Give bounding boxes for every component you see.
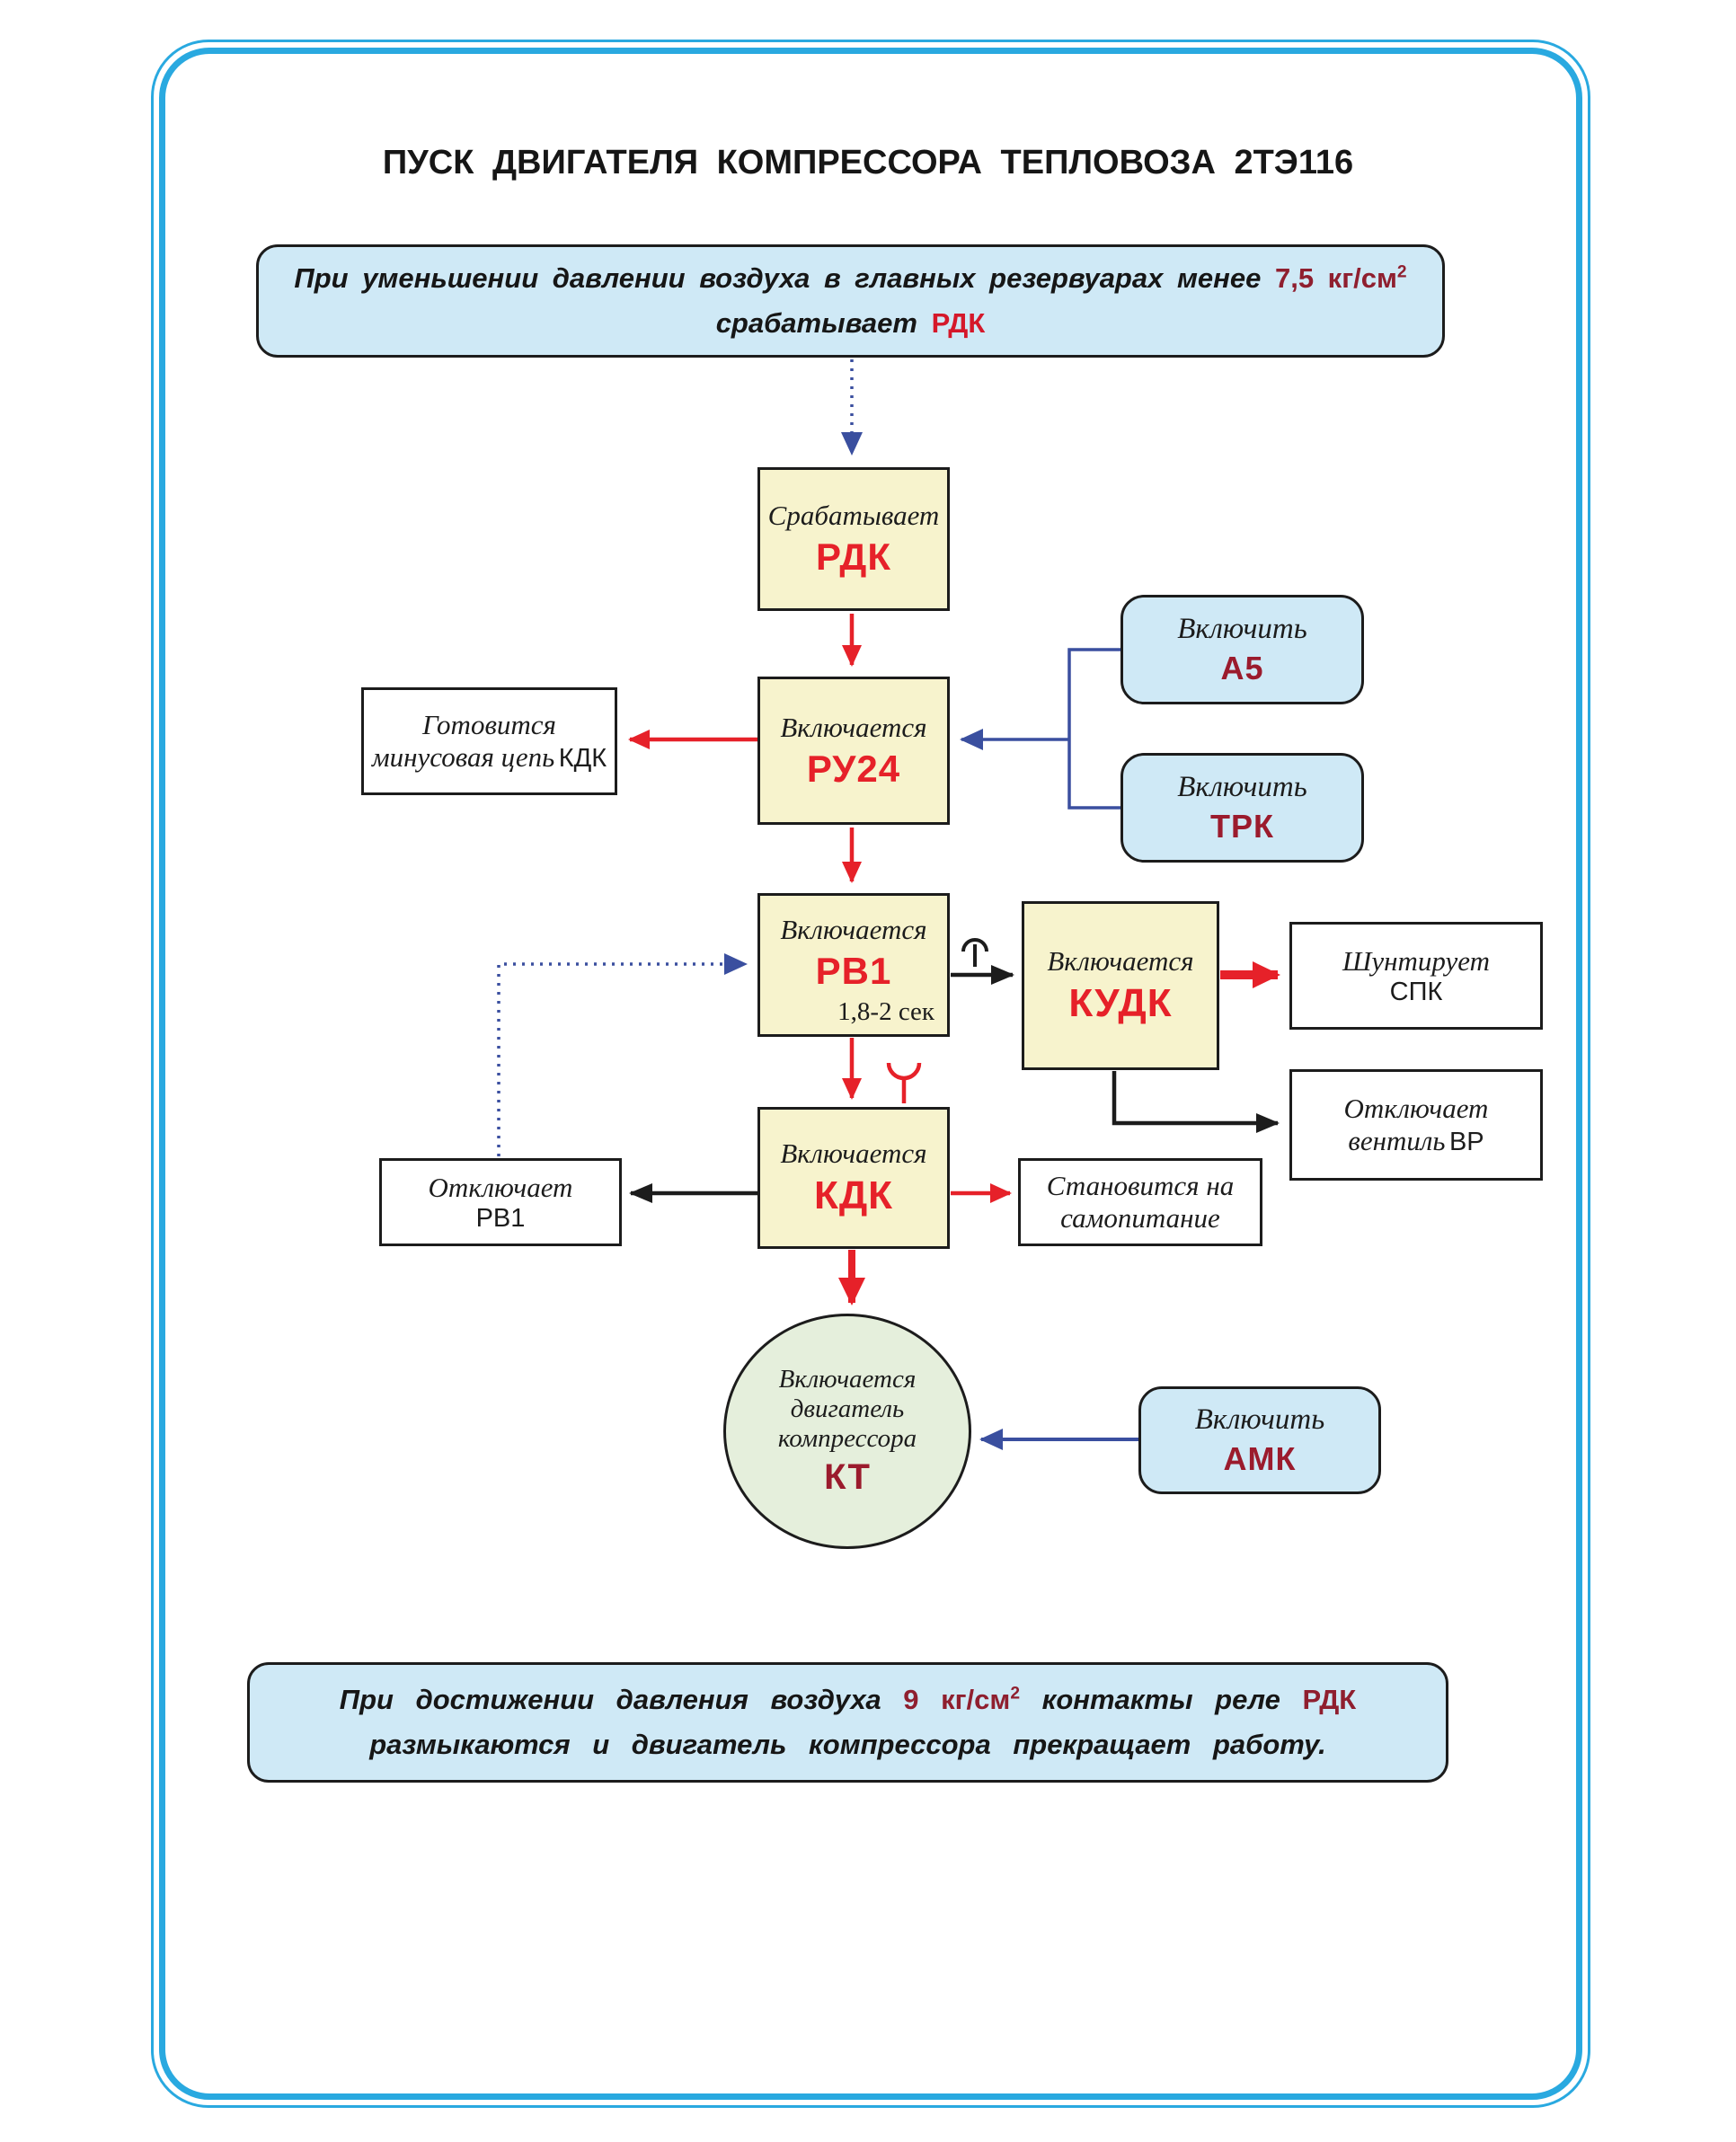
- node-vr-line1: Отключает: [1343, 1093, 1489, 1124]
- node-trk-label: ТРК: [1210, 807, 1274, 845]
- outro-statement: [247, 1662, 1448, 1783]
- node-spk-line1: Шунтирует: [1342, 944, 1490, 977]
- node-ru24-label: РУ24: [806, 747, 901, 790]
- page-title: ПУСК ДВИГАТЕЛЯ КОМПРЕССОРА ТЕПЛОВОЗА 2ТЭ116: [382, 144, 1354, 181]
- outro-pressure-value: 9 $кг/см^2$: [903, 1684, 1020, 1716]
- node-a5: [1120, 595, 1364, 704]
- node-kt-ellipse: [723, 1314, 971, 1549]
- node-ru24: [757, 677, 950, 825]
- node-a5-label: А5: [1220, 649, 1264, 686]
- node-trk: [1120, 753, 1364, 863]
- node-vr: [1289, 1069, 1543, 1181]
- node-rv1-caption: Включается: [780, 914, 927, 945]
- node-otkl-rv1-line2: РВ1: [475, 1203, 526, 1233]
- outro-line1: [250, 1677, 1446, 1722]
- intro-rdk-value: РДК: [931, 307, 986, 339]
- node-amk-caption: Включить: [1194, 1403, 1325, 1436]
- node-kt-line2: двигатель: [790, 1394, 905, 1423]
- intro-line1-text: При уменьшении давлении воздуха в главных резервуарах менее: [294, 262, 1262, 295]
- intro-statement: [256, 244, 1445, 358]
- intro-line2: [259, 301, 1442, 346]
- node-kudk-caption: Включается: [1047, 945, 1194, 977]
- node-minus-chain-line1: Готовится: [422, 709, 556, 740]
- node-kt-label: КТ: [824, 1457, 871, 1497]
- node-rdk-caption: Срабатывает: [767, 500, 940, 531]
- node-kdk-label: КДК: [813, 1173, 894, 1217]
- node-rdk-label: РДК: [816, 536, 891, 578]
- node-minus-chain-line2: минусовая цепь КДК: [371, 741, 607, 773]
- intro-line2-text: срабатывает: [715, 307, 917, 339]
- node-amk-label: АМК: [1223, 1439, 1297, 1477]
- outro-line1-text2: контакты реле: [1041, 1684, 1280, 1716]
- node-trk-caption: Включить: [1177, 770, 1307, 803]
- node-vr-line2: вентиль ВР: [1348, 1125, 1484, 1156]
- node-a5-caption: Включить: [1177, 612, 1307, 645]
- node-kudk: [1022, 901, 1219, 1070]
- outro-line2: размыкаются и двигатель компрессора прекращает работу.: [369, 1729, 1326, 1760]
- node-rv1-label: РВ1: [815, 950, 892, 992]
- node-rv1: [757, 893, 950, 1037]
- node-rv1-delay-note: 1,8-2 сек: [837, 997, 934, 1026]
- node-kdk-caption: Включается: [780, 1137, 927, 1169]
- intro-line1: [259, 256, 1442, 301]
- node-otkl-rv1-line1: Отключает: [428, 1171, 573, 1203]
- node-kudk-label: КУДК: [1068, 981, 1173, 1025]
- node-kdk: [757, 1107, 950, 1249]
- outro-rdk-value: РДК: [1302, 1684, 1357, 1716]
- node-kt-line1: Включается: [778, 1365, 917, 1394]
- outro-line1-text1: При достижении давления воздуха: [339, 1684, 881, 1716]
- node-ru24-caption: Включается: [780, 711, 927, 743]
- node-amk: [1138, 1386, 1381, 1494]
- node-rdk: [757, 467, 950, 611]
- node-spk-line2: СПК: [1389, 977, 1443, 1006]
- node-self-feed-line2: самопитание: [1060, 1202, 1220, 1234]
- node-self-feed: [1018, 1158, 1262, 1246]
- node-self-feed-line1: Становится на: [1046, 1170, 1235, 1201]
- node-spk: [1289, 922, 1543, 1030]
- node-kt-line3: компрессора: [777, 1424, 917, 1453]
- node-otkl-rv1: [379, 1158, 622, 1246]
- node-minus-chain: [361, 687, 617, 795]
- intro-pressure-value: 7,5 $кг/см^2$: [1274, 262, 1407, 295]
